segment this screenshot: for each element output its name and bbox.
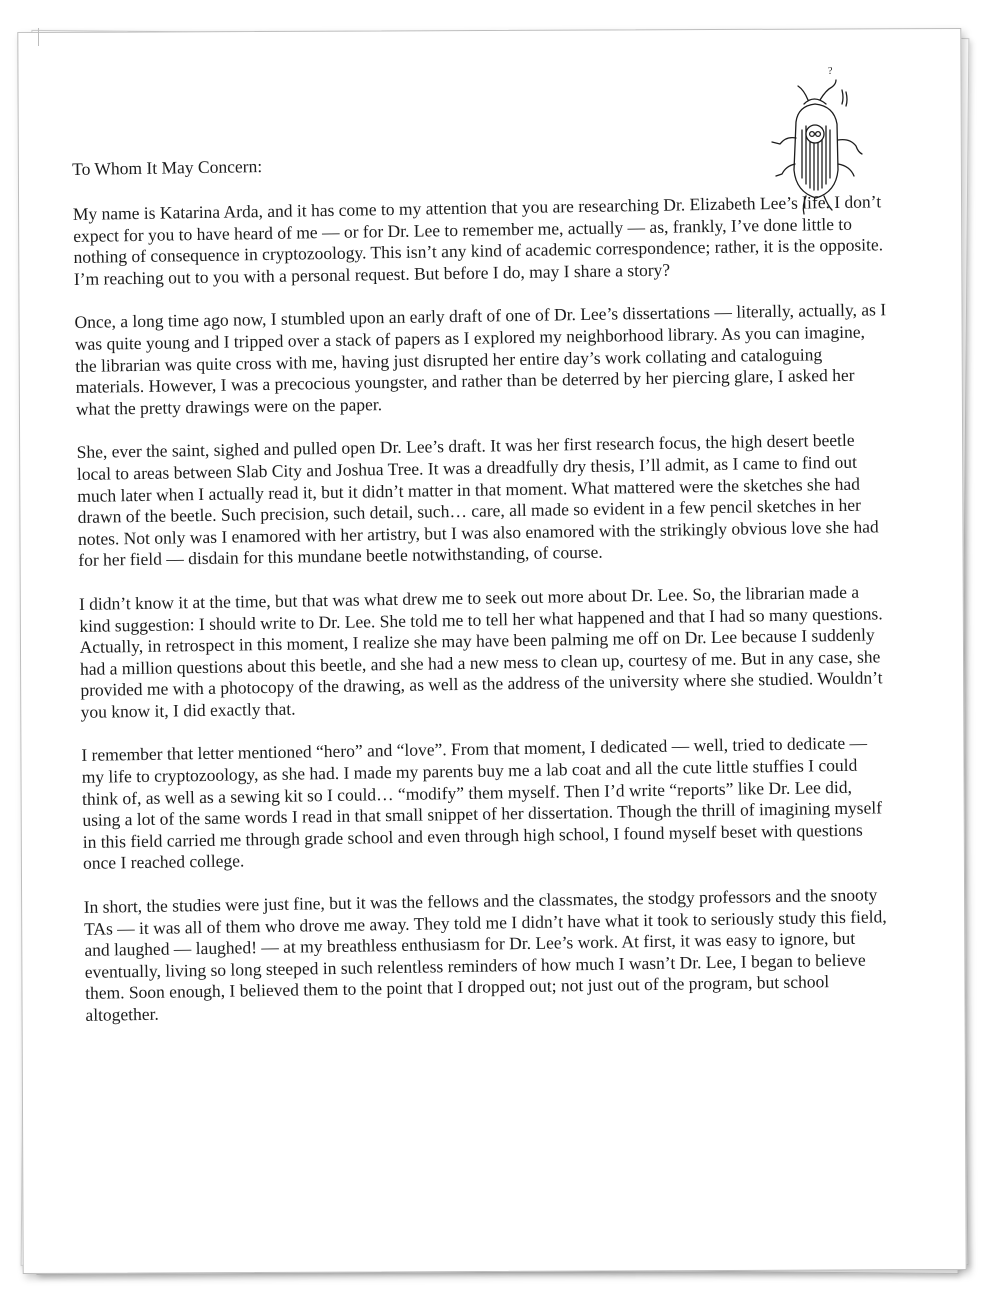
sheet-edge-mark bbox=[38, 28, 39, 46]
letter-body bbox=[72, 145, 898, 1048]
letter-paragraph-6: In short, the studies were just fine, but it was the fellows and the classmates, the stodgy professors and the snooty TAs — it was all of them who drove me away. They told me I didn’t have what it took to seriously study this field, and laughed — laughed! — at my breathless enthusiasm for Dr. Lee’s work. At first, it was easy to ignore, but eventually, living so long steeped in such relentless reminders of how much I wasn’t Dr. Lee, I began to believe them. Soon enough, I believed them to the point that I dropped out; not just out of the program, but school altogether. bbox=[83, 884, 887, 1025]
letter-salutation: To Whom It May Concern: bbox=[72, 156, 263, 179]
letter-paragraph-3: She, ever the saint, sighed and pulled open Dr. Lee’s draft. It was her first research focus, the high desert beetle local to areas between Slab City and Joshua Tree. It was a dreadfully dry thesis, I’ll admit, as I came to find out much later when I actually read it, but it didn’t matter in that moment. What mattered were the sketches she had drawn of the beetle. Such precision, such detail, such… care, all made so evident in a few pencil sketches in her notes. Not only was I enamored with her artistry, but I was also enamored with the strikingly obvious love she had for her field — disdain for this mundane beetle notwithstanding, of course. bbox=[76, 430, 879, 571]
letter-paragraph-4: I didn’t know it at the time, but that was what drew me to seek out more about Dr. Lee. So, the librarian made a kind suggestion: I should write to Dr. Lee. She told me to tell her what happened and that I had so many questions. Actually, in retrospect in this moment, I realize she may have been palming me off on Dr. Lee because I suddenly had a million questions about this beetle, and she had a new mess to clean up, courtesy of me. But in any case, she provided me with a photocopy of the drawing, as well as the address of the university where she studied. Wouldn’t you know it, I did exactly that. bbox=[78, 581, 883, 722]
letter-paragraph-5: I remember that letter mentioned “hero” and “love”. From that moment, I dedicated — well, tried to dedicate — my life to cryptozoology, as she had. I made my parents buy me a lab coat and all the cute little stuffies I could think of, as well as a sewing kit so I could… “modify” them myself. Then I’d write “reports” like Dr. Lee did, using a lot of the same words I read in that small snippet of her dissertation. Though the thrill of imagining myself in this field carried me through grade school and even through high school, I found myself beset with questions once I reached college. bbox=[81, 733, 883, 874]
question-mark-label: ? bbox=[828, 66, 833, 77]
letter-paragraph-1: My name is Katarina Arda, and it has come to my attention that you are researching Dr. Elizabeth Lee’s life. I don’t expect for you to have heard of me — or for Dr. Lee to remember me, actually — as, frankly, I’ve done little to nothing of consequence in cryptozoology. This isn’t any kind of academic correspondence; rather, it is the opposite. I’m reaching out to you with a personal request. But before I do, may I share a story? bbox=[72, 191, 884, 289]
letter-paragraph-2: Once, a long time ago now, I stumbled upon an early draft of one of Dr. Lee’s dissertations — literally, actually, as I was quite young and I tripped over a stack of papers as I explored my neighborhood library. As you can imagine, the librarian was quite cross with me, having just disrupted her entire day’s work collating and cataloguing materials. However, I was a precocious youngster, and rather than be deterred by her piercing glare, I asked her what the pretty drawings were on the paper. bbox=[74, 299, 887, 419]
